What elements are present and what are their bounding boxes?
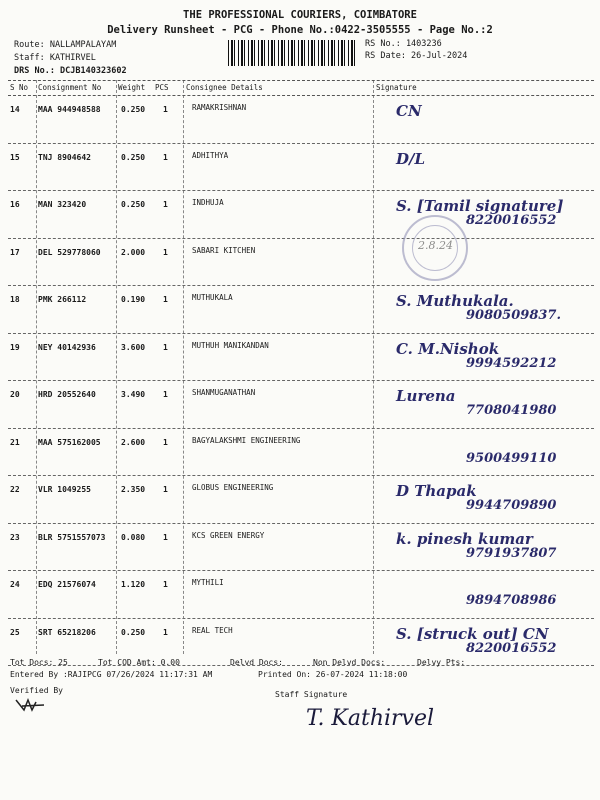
runsheet-table (8, 80, 594, 666)
recipient-phone: 9500499110 (466, 450, 557, 466)
recipient-signature: Lurena (396, 387, 456, 405)
cell-pcs: 1 (163, 342, 168, 352)
table-body (8, 96, 594, 666)
cell-consignee: SABARI KITCHEN (192, 245, 256, 255)
cell-consignment: PMK 266112 (38, 295, 87, 304)
cell-weight: 1.120 (121, 580, 146, 589)
cell-pcs: 1 (163, 627, 168, 637)
verifier-signature (14, 696, 48, 718)
cell-pcs: 1 (163, 437, 168, 447)
cell-sno: 25 (10, 627, 20, 637)
cell-consignee: GLOBUS ENGINEERING (192, 483, 274, 492)
table-row (8, 429, 594, 477)
cell-consignee: KCS GREEN ENERGY (192, 530, 265, 540)
cell-pcs: 1 (163, 295, 168, 304)
cell-sno: 21 (10, 437, 20, 447)
cell-weight: 0.250 (121, 105, 146, 114)
cell-consignment: HRD 20552640 (38, 390, 96, 399)
cell-pcs: 1 (163, 390, 168, 399)
cell-weight: 0.250 (121, 152, 146, 162)
recipient-phone: 9080509837. (466, 308, 561, 323)
cell-consignment: TNJ 8904642 (38, 152, 91, 162)
delivery-stamp (402, 215, 468, 281)
cell-consignee: REAL TECH (192, 625, 233, 635)
cell-weight: 3.600 (121, 342, 146, 352)
cell-weight: 2.600 (121, 437, 146, 447)
cell-consignment: MAA 575162005 (38, 437, 101, 447)
cell-sno: 15 (10, 152, 20, 162)
barcode (228, 40, 358, 66)
table-row (8, 381, 594, 429)
entered-by: Entered By :RAJIPCG 07/26/2024 11:17:31 AM (10, 670, 213, 679)
table-row (8, 96, 594, 144)
cell-consignee: ADHITHYA (192, 150, 229, 160)
table-row (8, 476, 594, 524)
header-sno: S No (10, 83, 29, 92)
rs-number: RS No.: 1403236 (365, 39, 442, 49)
cell-sno: 23 (10, 532, 20, 542)
recipient-signature: S. [Tamil signature] (396, 197, 564, 215)
cell-consignment: BLR 5751557073 (38, 532, 106, 542)
cell-pcs: 1 (163, 152, 168, 162)
cell-consignment: DEL 529778060 (38, 247, 101, 257)
cell-consignee: MUTHUH MANIKANDAN (192, 340, 269, 350)
tot-docs: Tot Docs: 25 (10, 658, 68, 667)
cell-consignment: EDQ 21576074 (38, 580, 96, 589)
table-row (8, 239, 594, 287)
table-row (8, 144, 594, 192)
cell-consignee: MYTHILI (192, 578, 224, 587)
cell-consignment: MAN 323420 (38, 200, 87, 209)
cell-weight: 2.000 (121, 247, 146, 257)
cell-consignment: MAA 944948588 (38, 105, 101, 114)
cell-weight: 0.250 (121, 200, 146, 209)
cell-weight: 0.080 (121, 532, 146, 542)
staff: Staff: KATHIRVEL (14, 53, 96, 63)
cell-sno: 24 (10, 580, 20, 589)
header-consignee: Consignee Details (186, 83, 263, 92)
runsheet-title: Delivery Runsheet - PCG - Phone No.:0422-3505555 - Page No.:2 (107, 24, 493, 36)
tot-cod-amount: Tot COD Amt: 0.00 (98, 658, 180, 667)
header-pcs: PCS (155, 83, 169, 92)
cell-sno: 14 (10, 105, 20, 114)
cell-pcs: 1 (163, 532, 168, 542)
staff-signature-label: Staff Signature (275, 690, 348, 699)
cell-weight: 2.350 (121, 485, 146, 494)
header-weight: Weight (118, 83, 146, 92)
company-name: THE PROFESSIONAL COURIERS, COIMBATORE (183, 9, 417, 21)
recipient-signature: CN (396, 102, 422, 120)
cell-consignee: BAGYALAKSHMI ENGINEERING (192, 435, 301, 445)
cell-consignee: INDHUJA (192, 198, 224, 207)
recipient-signature: S. [struck out] CN (396, 624, 549, 643)
delivered-docs: Delvd Docs: (230, 658, 283, 667)
staff-signature: T. Kathirvel (306, 706, 435, 731)
table-row (8, 619, 594, 667)
cell-sno: 18 (10, 295, 20, 304)
cell-weight: 0.250 (121, 627, 146, 637)
cell-pcs: 1 (163, 200, 168, 209)
table-header (8, 80, 594, 96)
header-signature: Signature (376, 83, 417, 92)
cell-sno: 17 (10, 247, 20, 257)
recipient-phone: 9894708986 (466, 593, 557, 608)
cell-pcs: 1 (163, 485, 168, 494)
cell-pcs: 1 (163, 247, 168, 257)
printed-on: Printed On: 26-07-2024 11:18:00 (258, 670, 408, 679)
rs-date: RS Date: 26-Jul-2024 (365, 51, 468, 61)
cell-consignee: RAMAKRISHNAN (192, 103, 247, 112)
recipient-phone: 7708041980 (466, 403, 557, 418)
recipient-signature: D/L (396, 149, 426, 168)
table-row (8, 571, 594, 619)
recipient-signature: D Thapak (396, 482, 477, 500)
cell-pcs: 1 (163, 105, 168, 114)
cell-weight: 3.490 (121, 390, 146, 399)
recipient-phone: 9994592212 (466, 355, 557, 371)
verified-by-label: Verified By (10, 686, 63, 695)
table-row (8, 191, 594, 239)
table-row (8, 334, 594, 382)
header-consignment: Consignment No (38, 83, 102, 92)
recipient-phone: 8220016552 (466, 640, 557, 656)
cell-sno: 22 (10, 485, 20, 494)
recipient-signature: k. pinesh kumar (396, 529, 533, 548)
cell-consignment: VLR 1049255 (38, 485, 91, 494)
recipient-signature: C. M.Nishok (396, 339, 500, 358)
cell-sno: 20 (10, 390, 20, 399)
cell-consignment: NEY 40142936 (38, 342, 96, 352)
non-delivered-docs: Non Delvd Docs: (313, 658, 386, 667)
recipient-signature: S. Muthukala. (396, 292, 514, 310)
cell-consignee: SHANMUGANATHAN (192, 388, 256, 397)
cell-weight: 0.190 (121, 295, 146, 304)
delivery-points: Delvy Pts: (417, 658, 466, 667)
cell-sno: 16 (10, 200, 20, 209)
stamp-date: 2.8.24 (418, 239, 453, 252)
recipient-phone: 9944709890 (466, 498, 557, 513)
recipient-phone: 9791937807 (466, 545, 557, 561)
table-row (8, 524, 594, 572)
cell-consignment: SRT 65218206 (38, 627, 96, 637)
route: Route: NALLAMPALAYAM (14, 40, 117, 50)
drs-number: DRS No.: DCJB140323602 (14, 66, 127, 76)
recipient-phone: 8220016552 (466, 213, 557, 228)
table-row (8, 286, 594, 334)
cell-consignee: MUTHUKALA (192, 293, 233, 302)
cell-pcs: 1 (163, 580, 168, 589)
cell-sno: 19 (10, 342, 20, 352)
